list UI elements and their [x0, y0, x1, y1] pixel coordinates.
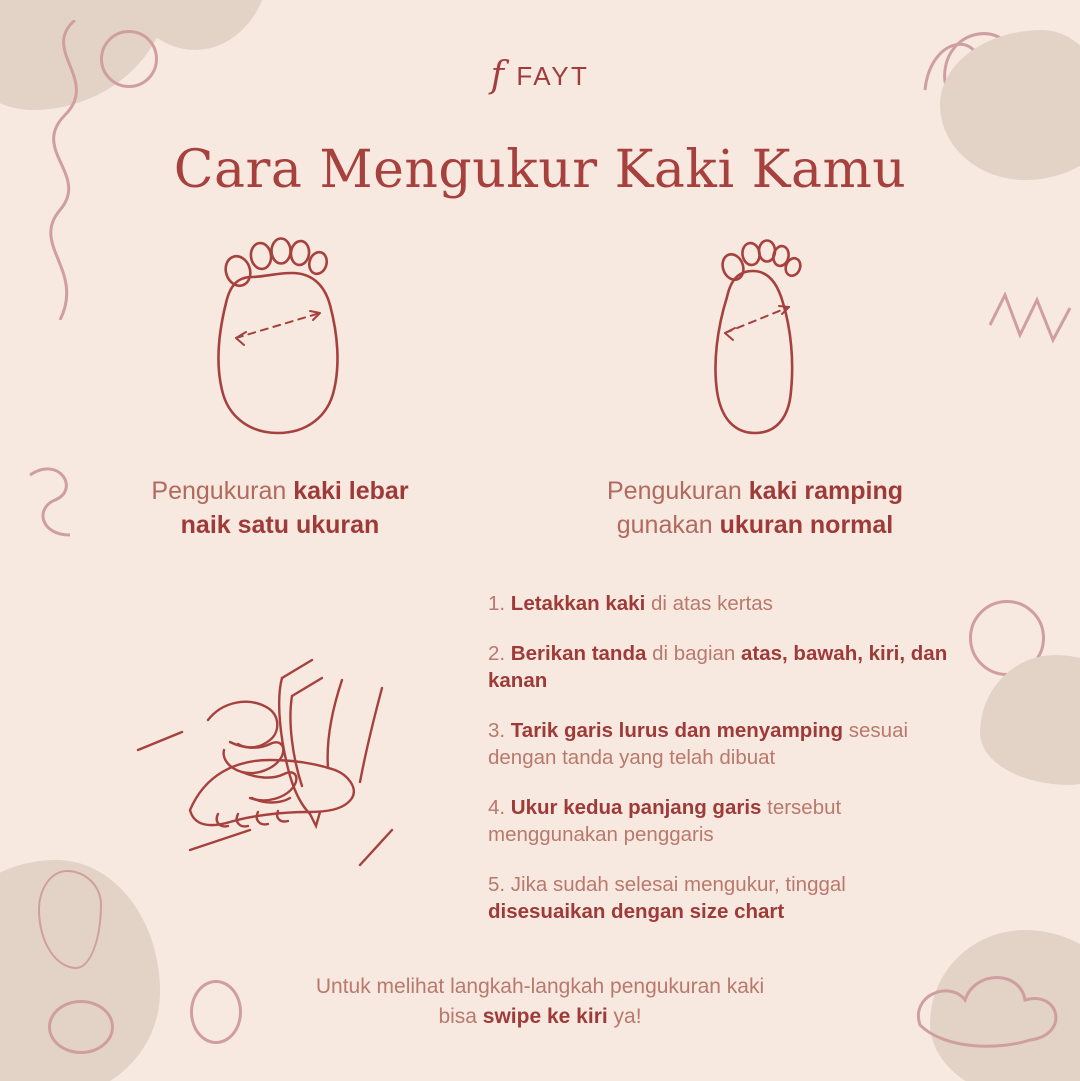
footer-note — [190, 972, 890, 1033]
footer-note-line1: Untuk melihat langkah-langkah pengukuran kaki — [315, 975, 765, 998]
step-part-bold: Berikan tanda — [505, 642, 647, 666]
step-part-bold-2: atas, bawah, kiri, dan kanan — [488, 642, 948, 693]
step-part-bold: Letakkan kaki — [505, 592, 646, 615]
hand-measuring-foot-icon — [130, 600, 460, 890]
narrow-foot-caption-bold: kaki ramping — [748, 477, 903, 505]
wide-foot-column — [70, 225, 490, 543]
list-item — [488, 717, 958, 771]
narrow-foot-column — [545, 225, 965, 543]
footer-note-line2-lead: bisa — [438, 1005, 483, 1029]
step-part-plain: Jika sudah selesai mengukur, tinggal — [505, 873, 846, 897]
step-number: 1. — [488, 592, 506, 615]
decor-blob-bottom-left — [0, 860, 160, 1081]
decor-blob-right-mid — [980, 655, 1080, 785]
wide-foot-illustration — [70, 225, 490, 450]
brand-logo — [0, 55, 1080, 96]
page-title: Cara Mengukur Kaki Kamu — [173, 140, 907, 200]
step-part-bold: disesuaikan dengan size chart — [488, 900, 785, 924]
decor-zigzag-right-svg — [985, 290, 1075, 370]
hand-measuring-illustration — [130, 600, 460, 890]
step-part-bold: Tarik garis lurus dan menyamping — [505, 719, 844, 743]
step-part-plain: sesuai dengan tanda yang telah dibuat — [488, 719, 909, 770]
brand-name: FAYT — [516, 60, 590, 91]
wide-foot-caption-bold: kaki lebar — [293, 477, 409, 505]
decor-cloud-bottom-right — [910, 955, 1070, 1065]
step-part-plain: di bagian — [646, 642, 741, 666]
decor-oval-bottom-left — [48, 1000, 114, 1054]
narrow-foot-caption — [545, 475, 965, 543]
footer-note-line2-bold: swipe ke kiri — [482, 1005, 608, 1029]
wide-foot-caption-lead: Pengukuran — [151, 477, 294, 505]
step-number: 5. — [488, 873, 506, 897]
steps-list — [488, 590, 958, 948]
decor-rounded-shape-bottom-left — [38, 870, 102, 969]
brand-mark-icon: f — [490, 55, 504, 96]
narrow-foot-illustration — [545, 225, 965, 450]
step-number: 3. — [488, 719, 506, 743]
footer-note-line2-tail: ya! — [607, 1005, 642, 1029]
narrow-foot-caption-lead: Pengukuran — [606, 477, 749, 505]
decor-zigzag-right — [985, 290, 1075, 370]
list-item — [488, 640, 958, 694]
list-item — [488, 590, 958, 617]
list-item — [488, 871, 958, 925]
list-item — [488, 794, 958, 848]
narrow-foot-caption-line2-bold: ukuran normal — [719, 510, 894, 539]
step-number: 2. — [488, 642, 506, 666]
decor-cloud-bottom-right-svg — [910, 955, 1070, 1065]
step-part-plain: di atas kertas — [645, 592, 773, 615]
wide-foot-icon — [180, 225, 380, 450]
narrow-foot-caption-line2-lead: gunakan — [616, 510, 720, 539]
decor-circle-right — [969, 600, 1045, 676]
step-number: 4. — [488, 796, 506, 820]
step-part-bold: Ukur kedua panjang garis — [505, 796, 762, 820]
step-part-plain: tersebut menggunakan penggaris — [488, 796, 842, 847]
decor-blob-top-left-2 — [120, 0, 270, 50]
wide-foot-caption — [70, 475, 490, 543]
narrow-foot-icon — [655, 225, 855, 450]
wide-foot-caption-line2: naik satu ukuran — [180, 510, 380, 539]
decor-blob-bottom-right — [930, 930, 1080, 1081]
